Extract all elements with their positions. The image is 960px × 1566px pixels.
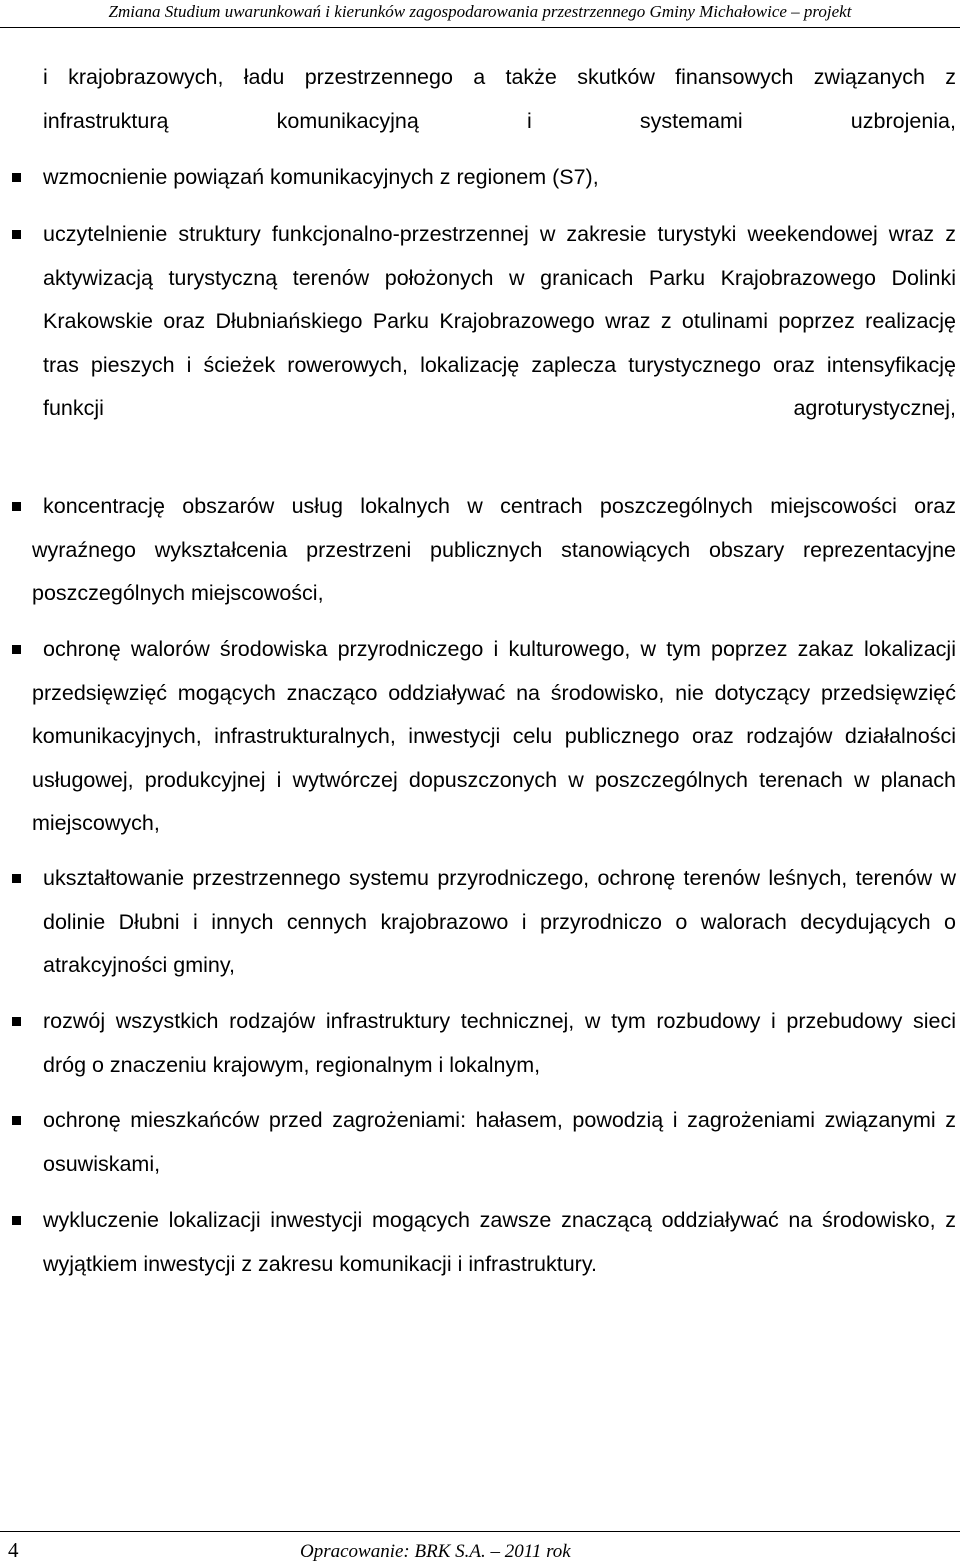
bullet-square-icon [12, 1017, 21, 1026]
bullet-square-icon [12, 173, 21, 182]
list-item [32, 628, 956, 846]
running-header [0, 0, 960, 28]
bullet-square-icon [12, 230, 21, 239]
list-item [43, 1099, 956, 1186]
list-item [43, 857, 956, 988]
list-item-text: ukształtowanie przestrzennego systemu przyrodniczego, ochronę terenów leśnych, terenów w dolinie Dłubni i innych cennych krajobrazowo i przyrodniczo o walorach decydujących o atrakcyjności gminy, [43, 866, 956, 977]
continuation-paragraph [43, 56, 956, 143]
list-item-text: rozwój wszystkich rodzajów infrastruktury technicznej, w tym rozbudowy i przebudowy sieci dróg o znaczeniu krajowym, regionalnym i lokalnym, [43, 1009, 956, 1077]
paragraph-text: i krajobrazowych, ładu przestrzennego a także skutków finansowych związanych z infrastrukturą komunikacyjną i systemami uzbrojenia, [43, 65, 956, 133]
list-item [32, 485, 956, 616]
list-item [43, 1000, 956, 1087]
list-item-text: wzmocnienie powiązań komunikacyjnych z regionem (S7), [43, 165, 599, 189]
list-item-text: ochronę walorów środowiska przyrodniczego i kulturowego, w tym poprzez zakaz lokalizacji przedsięwzięć mogących znacząco oddziaływać na środowisko, nie dotyczący przedsięwzięć komunikacyjnych, infrastrukturalnych, inwestycji celu publicznego oraz rodzajów działalności usługowej, produkcyjnej i wytwórczej dopuszczonych w poszczególnych terenach w planach miejscowych, [32, 637, 956, 835]
bullet-square-icon [12, 874, 21, 883]
list-item [43, 156, 956, 200]
header-rule [0, 27, 960, 28]
bullet-square-icon [12, 645, 21, 654]
list-item [43, 1199, 956, 1286]
list-item-text: ochronę mieszkańców przed zagrożeniami: hałasem, powodzią i zagrożeniami związanymi z osuwiskami, [43, 1108, 956, 1176]
list-item-text: uczytelnienie struktury funkcjonalno-przestrzennej w zakresie turystyki weekendowej wraz z aktywizacją turystyczną terenów położonych w granicach Parku Krajobrazowego Dolinki Krakowskie oraz Dłubniańskiego Parku Krajobrazowego wraz z otulinami poprzez realizację tras pieszych i ścieżek rowerowych, lokalizację zaplecza turystycznego oraz intensyfikację funkcji agroturystycznej, [43, 222, 956, 420]
list-item [43, 213, 956, 431]
footer-credit: Opracowanie: BRK S.A. – 2011 rok [300, 1541, 571, 1562]
bullet-square-icon [12, 1216, 21, 1225]
bullet-square-icon [12, 1116, 21, 1125]
footer-rule [0, 1531, 960, 1532]
bullet-square-icon [12, 502, 21, 511]
header-title: Zmiana Studium uwarunkowań i kierunków zagospodarowania przestrzennego Gminy Michałowice – projekt [108, 2, 852, 21]
list-item-text: wykluczenie lokalizacji inwestycji mogących zawsze znaczącą oddziaływać na środowisko, z wyjątkiem inwestycji z zakresu komunikacji i infrastruktury. [43, 1208, 956, 1276]
list-item-text: koncentrację obszarów usług lokalnych w centrach poszczególnych miejscowości oraz wyraźnego wykształcenia przestrzeni publicznych stanowiących obszary reprezentacyjne poszczególnych miejscowości, [32, 494, 956, 605]
page-number: 4 [8, 1538, 19, 1562]
